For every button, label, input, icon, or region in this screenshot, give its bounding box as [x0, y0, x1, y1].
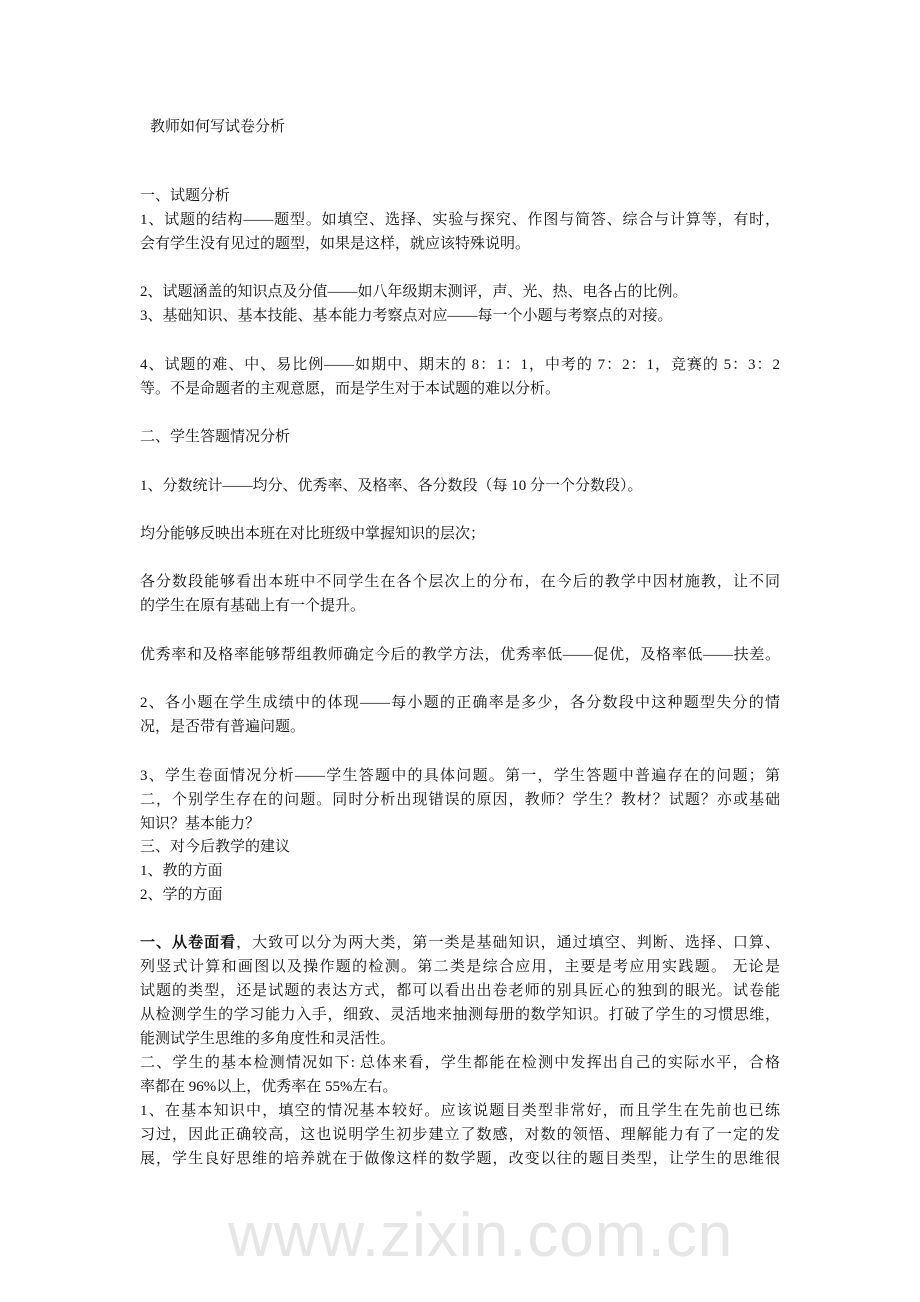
text-line: 优秀率和及格率能够帮组教师确定今后的教学方法，优秀率低——促优，及格率低——扶差。 [140, 647, 780, 663]
text-line: 各分数段能够看出本班中不同学生在各个层次上的分布，在今后的教学中因材施教，让不同 [140, 574, 780, 590]
text-line: 会有学生没有见过的题型，如果是这样，就应该特殊说明。 [140, 236, 531, 252]
text-line: 4、试题的难、中、易比例——如期中、期末的 8：1：1，中考的 7：2：1，竞赛的 5：3：2 [140, 357, 780, 373]
text-line: 率都在 96%以上，优秀率在 55%左右。 [140, 1079, 398, 1095]
text-line: 3、基础知识、基本技能、基本能力考察点对应——每一个小题与考察点的对接。 [140, 308, 673, 324]
text-line: 3、学生卷面情况分析——学生答题中的具体问题。第一，学生答题中普遍存在的问题；第 [140, 768, 780, 784]
text-line: 2、试题涵盖的知识点及分值——如八年级期末测评，声、光、热、电各占的比例。 [140, 284, 688, 300]
text-line: 能测试学生思维的多角度性和灵活性。 [140, 1031, 396, 1047]
text-line: 等。不是命题者的主观意愿，而是学生对于本试题的难以分析。 [140, 381, 561, 397]
document-title: 教师如何写试卷分析 [150, 119, 286, 135]
text-line: 从检测学生的学习能力入手，细致、灵活地来抽测每册的数学知识。打破了学生的习惯思维， [140, 1007, 780, 1023]
section-heading: 二、学生答题情况分析 [140, 429, 291, 445]
text-line: 1、试题的结构——题型。如填空、选择、实验与探究、作图与简答、综合与计算等，有时， [140, 212, 780, 228]
text-line: 均分能够反映出本班在对比班级中掌握知识的层次； [140, 526, 486, 542]
text-line: 的学生在原有基础上有一个提升。 [140, 598, 366, 614]
text-line: 况，是否带有普遍问题。 [140, 719, 306, 735]
text-line: 1、在基本知识中，填空的情况基本较好。应该说题目类型非常好，而且学生在先前也已练 [140, 1103, 780, 1119]
text-line [140, 933, 780, 953]
text-line: 二、学生的基本检测情况如下: 总体来看，学生都能在检测中发挥出自己的实际水平，合格 [140, 1055, 780, 1071]
text-line: 习过，因此正确较高，这也说明学生初步建立了数感，对数的领悟、理解能力有了一定的发 [140, 1127, 780, 1143]
text-line: 知识？基本能力？ [140, 816, 261, 832]
text-line: 2、学的方面 [140, 887, 223, 903]
text-span: ，大致可以分为两大类，第一类是基础知识，通过填空、判断、选择、口算、 [236, 935, 780, 951]
section-heading: 三、对今后教学的建议 [140, 839, 291, 855]
text-line: 1、分数统计——均分、优秀率、及格率、各分数段（每 10 分一个分数段）。 [140, 478, 643, 494]
text-line: 1、教的方面 [140, 863, 223, 879]
text-line: 展，学生良好思维的培养就在于做像这样的数学题，改变以往的题目类型，让学生的思维很 [140, 1151, 780, 1167]
text-line: 2、各小题在学生成绩中的体现——每小题的正确率是多少，各分数段中这种题型失分的情 [140, 695, 780, 711]
watermark: www.zixin.com.cn [228, 1201, 734, 1270]
text-line: 列竖式计算和画图以及操作题的检测。第二类是综合应用，主要是考应用实践题。 无论是 [140, 959, 780, 975]
text-line: 二，个别学生存在的问题。同时分析出现错误的原因，教师？学生？教材？试题？亦或基础 [140, 792, 780, 808]
text-line: 试题的类型，还是试题的表达方式，都可以看出出卷老师的别具匠心的独到的眼光。试卷能 [140, 983, 780, 999]
section-heading: 一、试题分析 [140, 188, 231, 204]
bold-lead: 一、从卷面看 [140, 935, 237, 951]
